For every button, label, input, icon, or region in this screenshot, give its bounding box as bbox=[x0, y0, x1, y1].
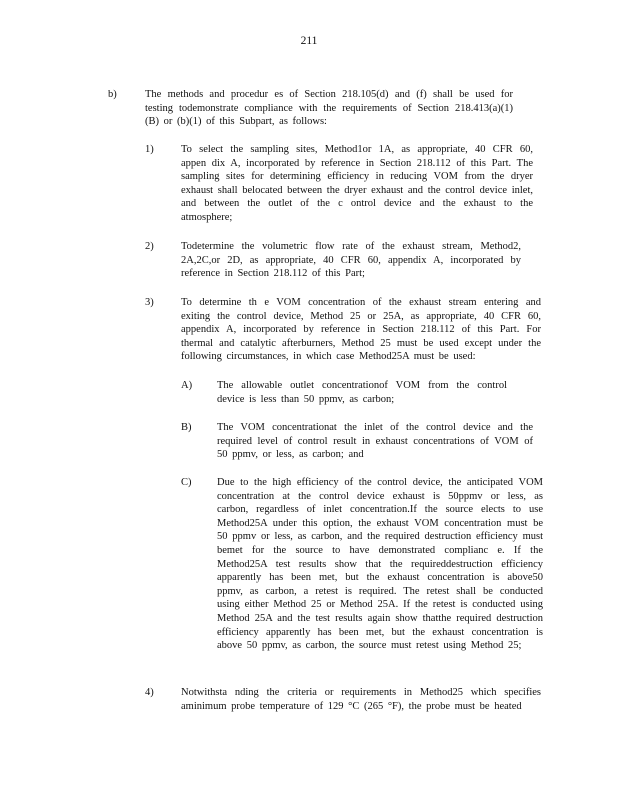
item-marker-3: 3) bbox=[145, 297, 154, 308]
page-number: 211 bbox=[300, 35, 318, 47]
item-marker-2: 2) bbox=[145, 241, 154, 252]
item-text-1: To select the sampling sites, Method1or 1A, as appropriate, 40 CFR 60, appen dix A, incorporated by reference in Section 218.112 of this Part. The sampling sites for determining efficiency in reducing VOM from the dryer exhaust shall belocated between the dryer exhaust and the control device inlet, and between the outlet of the c ontrol device and the exhaust to the atmosphere; bbox=[181, 144, 533, 223]
item-marker-4: 4) bbox=[145, 687, 154, 698]
item-text-3: To determine th e VOM concentration of the exhaust stream entering and exiting the control device, Method 25 or 25A, as appropriate, 40 CFR 60, appendix A, incorporated by reference in Section 218.112 of this Part. For thermal and catalytic afterburners, Method 25 must be used except under the following circumstances, in which case Method25A must be used: bbox=[181, 297, 541, 363]
subitem-text-a: The allowable outlet concentrationof VOM from the control device is less than 50 ppmv, as carbon; bbox=[217, 380, 507, 405]
subitem-marker-c: C) bbox=[181, 477, 192, 488]
item-marker-1: 1) bbox=[145, 144, 154, 155]
section-text-b: The methods and procedur es of Section 218.105(d) and (f) shall be used for testing todemonstrate compliance with the requirements of Section 218.413(a)(1)(B) or (b)(1) of this Subpart, as follows: bbox=[145, 89, 513, 128]
subitem-marker-a: A) bbox=[181, 380, 193, 391]
item-text-4: Notwithsta nding the criteria or requirements in Method25 which specifies aminimum probe temperature of 129 °C (265 °F), the probe must be heated bbox=[181, 687, 541, 712]
subitem-marker-b: B) bbox=[181, 422, 192, 433]
subitem-text-b: The VOM concentrationat the inlet of the control device and the required level of control result in exhaust concentrations of VOM of 50 ppmv, or less, as carbon; and bbox=[217, 422, 533, 461]
section-marker-b: b) bbox=[108, 89, 117, 100]
subitem-text-c: Due to the high efficiency of the control device, the anticipated VOM concentration at the control device exhaust is 50ppmv or less, as carbon, regardless of inlet concentration.If the source elects to use Method25A under this option, the exhaust VOM concentration must be 50 ppmv or less, as carbon, and the required destruction efficiency must bemet for the source to have demonstrated complianc e. If the Method25A test results show that the requireddestruction efficiency apparently has been met, but the exhaust concentration is above50 ppmv, as carbon, a retest is required. The retest shall be conducted using either Method 25 or Method 25A. If the retest is conducted using Method 25A and the test results again show thatthe required destruction efficiency apparently has been met, but the exhaust concentration is above 50 ppmv, as carbon, the source must retest using Method 25; bbox=[217, 477, 543, 652]
item-text-2: Todetermine the volumetric flow rate of the exhaust stream, Method2, 2A,2C,or 2D, as appropriate, 40 CFR 60, appendix A, incorporated by reference in Section 218.112 of this Part; bbox=[181, 241, 521, 280]
